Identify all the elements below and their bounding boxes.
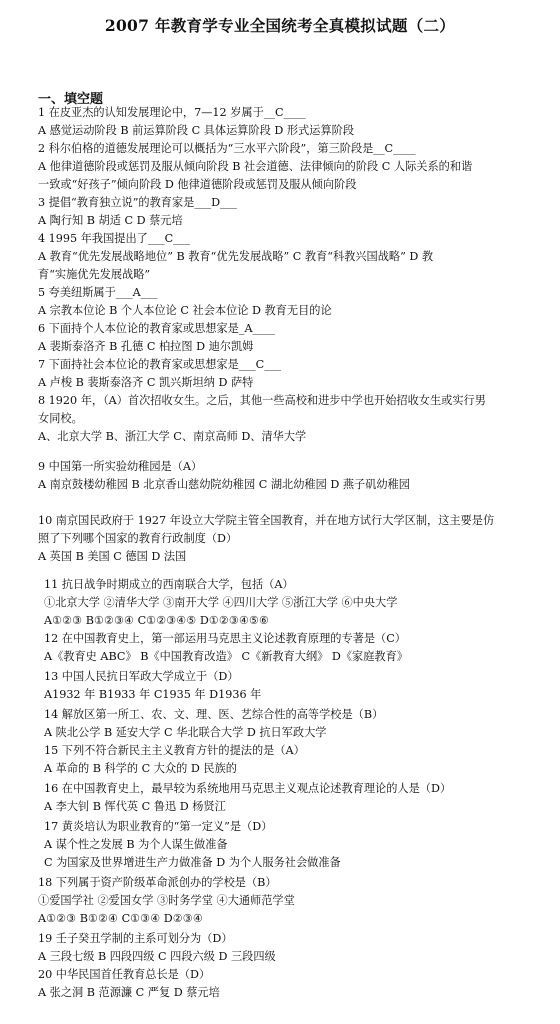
question-stem: 8 1920 年，（A）首次招收女生。之后，其他一些高校和进步中学也开始招收女生或实行男 — [38, 394, 486, 407]
question-8 — [38, 392, 486, 447]
question-stem: 4 1995 年我国提出了___C___ — [38, 232, 190, 245]
question-options: A 张之洞 B 范源濂 C 严复 D 蔡元培 — [38, 986, 220, 1000]
question-18 — [38, 874, 295, 929]
question-stem: 19 壬子癸丑学制的主系可划分为（D） — [38, 932, 233, 945]
question-options: A《教育史 ABC》 B《中国教育改造》 C《新教育大纲》 D《家庭教育》 — [44, 650, 408, 664]
question-options: ①爱国学社 ②爱国女学 ③时务学堂 ④大通师范学堂 — [38, 894, 295, 908]
question-options: A 裴斯泰洛齐 B 孔德 C 柏拉图 D 迪尔凯姆 — [38, 340, 254, 354]
question-stem: 7 下面持社会本位论的教育家或思想家是___C___ — [38, 358, 281, 371]
question-options: 女同校。 — [38, 412, 83, 426]
question-stem: 12 在中国教育史上，第一部运用马克思主义论述教育原理的专著是（C） — [44, 632, 406, 645]
question-stem: 3 提倡“教育独立说”的教育家是___D___ — [38, 196, 237, 209]
question-options: A 教育“优先发展战略地位” B 教育“优先发展战略” C 教育“科教兴国战略” D 教 — [38, 250, 434, 264]
question-stem: 5 夸美纽斯属于___A___ — [38, 286, 158, 299]
question-1 — [38, 104, 354, 140]
question-options: A 英国 B 美国 C 德国 D 法国 — [38, 550, 187, 564]
question-options: A 陕北公学 B 延安大学 C 华北联合大学 D 抗日军政大学 — [44, 726, 327, 740]
question-2 — [38, 140, 472, 195]
question-20 — [38, 966, 220, 1002]
question-12 — [44, 630, 408, 666]
question-15 — [44, 742, 305, 778]
question-options: A 革命的 B 科学的 C 大众的 D 民族的 — [44, 762, 237, 776]
question-options: A 南京鼓楼幼稚园 B 北京香山慈幼院幼稚园 C 湖北幼稚园 D 燕子矶幼稚园 — [38, 478, 410, 492]
question-stem: 2 科尔伯格的道德发展理论可以概括为“三水平六阶段”，第三阶段是__C____ — [38, 142, 416, 155]
question-9 — [38, 458, 410, 494]
question-16 — [44, 780, 451, 816]
question-11 — [44, 576, 397, 631]
question-options: A 陶行知 B 胡适 C D 蔡元培 — [38, 214, 183, 228]
question-5 — [38, 284, 332, 320]
question-17 — [44, 818, 341, 873]
question-4 — [38, 230, 433, 285]
question-stem: 9 中国第一所实验幼稚园是（A） — [38, 460, 203, 473]
question-stem: 15 下列不符合新民主主义教育方针的提法的是（A） — [44, 744, 305, 757]
question-stem: 16 在中国教育史上，最早较为系统地用马克思主义观点论述教育理论的人是（D） — [44, 782, 452, 795]
question-13 — [44, 668, 261, 704]
question-stem: 13 中国人民抗日军政大学成立于（D） — [44, 670, 239, 683]
question-options: 照了下列哪个国家的教育行政制度（D） — [38, 532, 238, 546]
question-options: A、北京大学 B、浙江大学 C、南京高师 D、清华大学 — [38, 430, 307, 444]
question-options: ①北京大学 ②清华大学 ③南开大学 ④四川大学 ⑤浙江大学 ⑥中央大学 — [44, 596, 398, 610]
question-stem: 10 南京国民政府于 1927 年设立大学院主管全国教育，并在地方试行大学区制，这主要是仿 — [38, 514, 495, 527]
question-options: A 他律道德阶段或惩罚及服从倾向阶段 B 社会道德、法律倾向的阶段 C 人际关系的和谐 — [38, 160, 473, 174]
question-options: A 宗教本位论 B 个人本位论 C 社会本位论 D 教育无目的论 — [38, 304, 332, 318]
question-options: A 三段七级 B 四段四级 C 四段六级 D 三段四级 — [38, 950, 276, 964]
question-options: A 李大钊 B 恽代英 C 鲁迅 D 杨贤江 — [44, 800, 226, 814]
question-stem: 14 解放区第一所工、农、文、理、医、艺综合性的高等学校是（B） — [44, 708, 384, 721]
question-14 — [44, 706, 383, 742]
page-title: 2007 年教育学专业全国统考全真模拟试题（二） — [104, 16, 456, 35]
question-options: A 卢梭 B 裴斯泰洛齐 C 凯兴斯坦纳 D 萨特 — [38, 376, 254, 390]
question-stem: 1 在皮亚杰的认知发展理论中，7—12 岁属于__C____ — [38, 106, 306, 119]
question-7 — [38, 356, 281, 392]
question-stem: 20 中华民国首任教育总长是（D） — [38, 968, 211, 981]
section-heading: 一、填空题 — [38, 92, 104, 107]
question-stem: 17 黄炎培认为职业教育的“第一定义”是（D） — [44, 820, 273, 833]
question-options: A1932 年 B1933 年 C1935 年 D1936 年 — [44, 688, 262, 702]
question-19 — [38, 930, 276, 966]
question-options: A 谋个性之发展 B 为个人谋生做准备 — [44, 838, 228, 852]
question-options: A①②③ B①②④ C①③④ D②③④ — [38, 912, 203, 926]
question-6 — [38, 320, 275, 356]
question-stem: 18 下列属于资产阶级革命派创办的学校是（B） — [38, 876, 277, 889]
question-options: C 为国家及世界增进生产力做准备 D 为个人服务社会做准备 — [44, 856, 341, 870]
question-stem: 6 下面持个人本位论的教育家或思想家是_A____ — [38, 322, 275, 335]
question-options: 育“实施优先发展战略” — [38, 268, 151, 282]
question-stem: 11 抗日战争时期成立的西南联合大学，包括（A） — [44, 578, 294, 591]
question-10 — [38, 512, 494, 567]
question-3 — [38, 194, 237, 230]
question-options: A①②③ B①②③④ C①②③④⑤ D①②③④⑤⑥ — [44, 614, 270, 628]
question-options: A 感觉运动阶段 B 前运算阶段 C 具体运算阶段 D 形式运算阶段 — [38, 124, 355, 138]
question-options: 一致或“好孩子”倾向阶段 D 他律道德阶段或惩罚及服从倾向阶段 — [38, 178, 357, 192]
watermark: ​ — [107, 157, 153, 217]
